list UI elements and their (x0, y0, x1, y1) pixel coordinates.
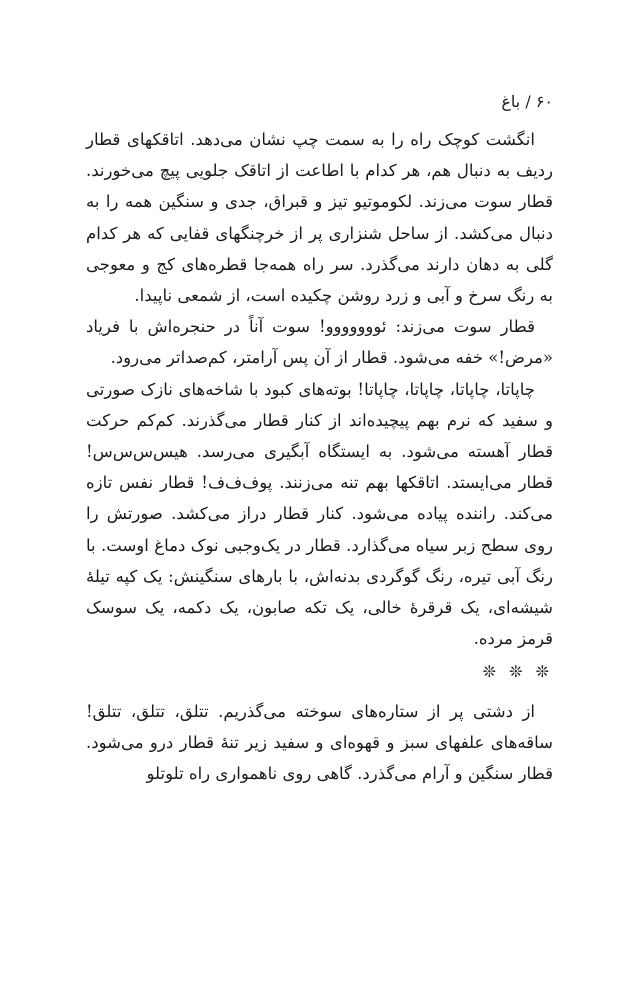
paragraph: چاپاتا، چاپاتا، چاپاتا، چاپاتا! بوته‌های کبود با شاخه‌های نازک صورتی و سفید که نرم بهم پیچیده‌اند از کنار قطار می‌گذرند. کم‌کم حرکت قطار آهسته می‌شود. به ایستگاه آبگیری می‌رسد. هیس‌س‌س‌س! قطار می‌ایستد. اتاقکها بهم تنه می‌زنند. پوف‌ف‌ف! قطار نفس تازه می‌کند. راننده پیاده می‌شود. کنار قطار دراز می‌کشد. صورتش را روی سطح زبر سیاه می‌گذارد. قطار در یک‌وجبی نوک دماغ اوست. با رنگ آبی تیره، رنگ گوگردی بدنه‌اش، با بارهای سنگینش: یک کپه تیلهٔ شیشه‌ای، یک قرقرهٔ خالی، یک تکه صابون، یک دکمه، یک سوسک قرمز مرده. (86, 379, 553, 649)
paragraph: قطار سوت می‌زند: ئووووووو! سوت آناً در حنجره‌اش با فریاد «مرض!» خفه می‌شود. قطار از آن پس آرامتر، کم‌صداتر می‌رود. (86, 317, 553, 368)
chapter-title: باغ (501, 92, 521, 111)
paragraph: انگشت کوچک راه را به سمت چپ نشان می‌دهد. اتاقکهای قطار ردیف به دنبال هم، هر کدام با اطاعت از اتاقک جلویی پیچ می‌خورند. قطار سوت می‌زند. لکوموتیو تیز و قبراق، جدی و سنگین همه را به دنبال می‌کشد. از ساحل شنزاری پر از خرچنگهای قفایی که هر کدام گلی به دهان دارند می‌گذرد. سر راه همه‌جا قطره‌های کج و معوجی به رنگ سرخ و آبی و زرد روشن چکیده است، از شمعی ناپیدا. (86, 130, 553, 306)
paragraph: از دشتی پر از ستاره‌های سوخته می‌گذریم. تتلق، تتلق، تتلق! ساقه‌های علفهای سبز و قهوه‌ای و سفید زیر تنهٔ قطار درو می‌شود. قطار سنگین و آرام می‌گذرد. گاهی روی ناهمواری راه تلوتلو (86, 701, 553, 784)
page-number: ۶۰ (535, 92, 553, 111)
body-text (86, 124, 553, 789)
section-separator: ❊ ❊ ❊ (482, 662, 553, 682)
running-header (501, 92, 553, 112)
header-divider: / (525, 92, 531, 111)
